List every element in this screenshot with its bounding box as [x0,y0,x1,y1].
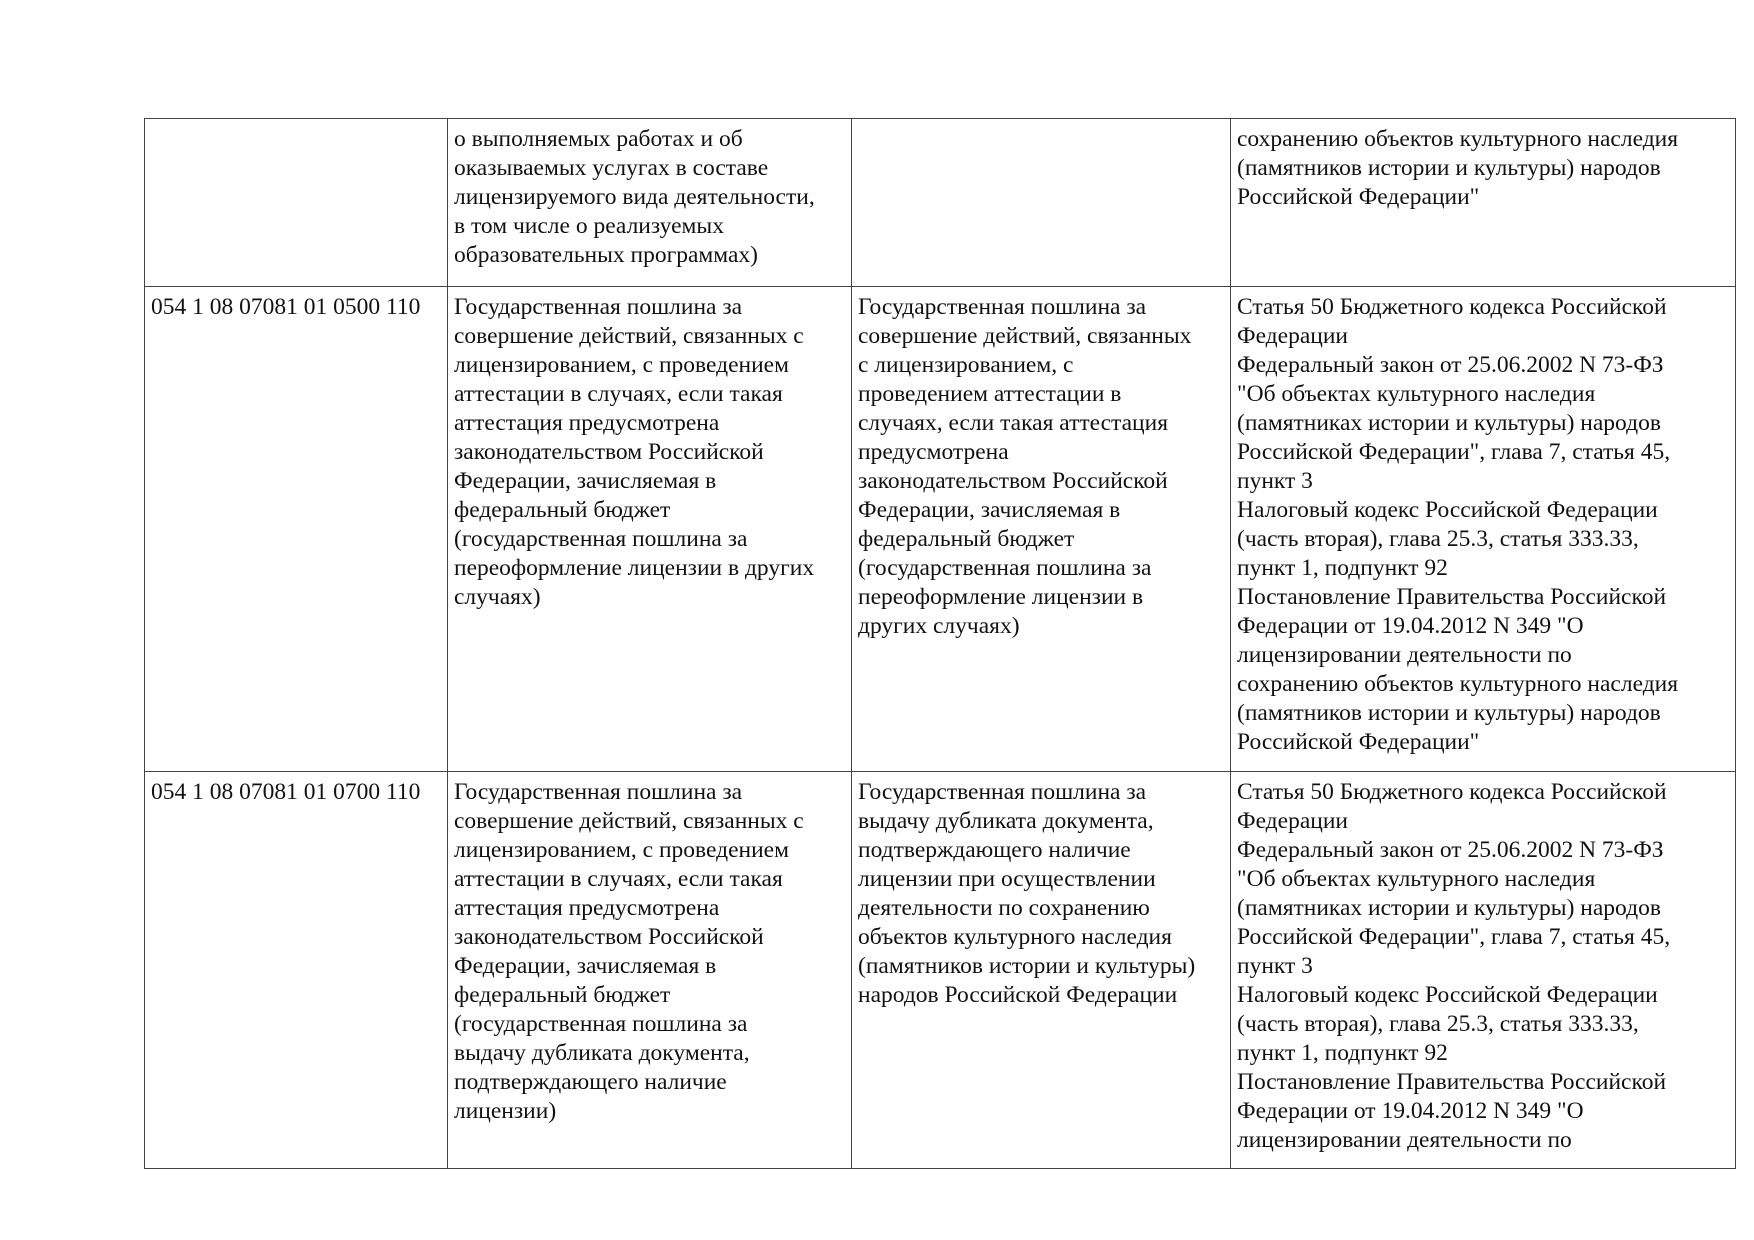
basis-text-line: лицензировании деятельности по [1237,642,1572,668]
table-row [145,287,1736,772]
name-text-line: Государственная пошлина за [454,294,743,320]
table-row [145,119,1736,287]
basis-text-line: пункт 3 [1237,468,1313,494]
name-text-line: совершение действий, связанных с [454,323,804,349]
basis-text-line: пункт 1, подпункт 92 [1237,1040,1448,1066]
cell-basis [1231,287,1736,772]
description-text-line: народов Российской Федерации [858,982,1178,1008]
basis-text-line: Федерации [1237,323,1348,349]
description-text-line: федеральный бюджет [858,526,1075,552]
description-text-line: подтверждающего наличие [858,837,1131,863]
basis-text-line: Российской Федерации", глава 7, статья 45, [1237,924,1671,950]
description-text-line: случаях, если такая аттестация [858,410,1169,436]
basis-text-line: (памятниках истории и культуры) народов [1237,895,1661,921]
cell-code [145,772,448,1169]
name-text-line: Государственная пошлина за [454,779,743,805]
name-text-line: (государственная пошлина за [454,1011,748,1037]
basis-text-line: "Об объектах культурного наследия [1237,381,1596,407]
cell-name [448,119,852,287]
cell-description [852,287,1231,772]
code-text-line: 054 1 08 07081 01 0700 110 [151,779,421,805]
name-text-line: случаях) [454,584,541,610]
basis-text-line: (памятников истории и культуры) народов [1237,155,1661,181]
description-text-line: предусмотрена [858,439,1009,465]
basis-text-line: сохранению объектов культурного наследия [1237,671,1679,697]
basis-text-line: "Об объектах культурного наследия [1237,866,1596,892]
basis-text-line: Статья 50 Бюджетного кодекса Российской [1237,294,1667,320]
name-text-line: оказываемых услугах в составе [454,155,769,181]
basis-text-line: Российской Федерации" [1237,729,1480,755]
description-text-line: Федерации, зачисляемая в [858,497,1121,523]
description-text-line: проведением аттестации в [858,381,1122,407]
cell-description [852,119,1231,287]
basis-text-line: Налоговый кодекс Российской Федерации [1237,497,1658,523]
description-text-line: объектов культурного наследия [858,924,1172,950]
name-text-line: Федерации, зачисляемая в [454,468,717,494]
code-text-line: 054 1 08 07081 01 0500 110 [151,294,421,320]
description-text-line: законодательством Российской [858,468,1168,494]
description-text-line: переоформление лицензии в [858,584,1144,610]
description-text-line: лицензии при осуществлении [858,866,1156,892]
description-text-line: с лицензированием, с [858,352,1074,378]
cell-description [852,772,1231,1169]
name-text-line: аттестации в случаях, если такая [454,866,783,892]
basis-text-line: пункт 1, подпункт 92 [1237,555,1448,581]
name-text-line: (государственная пошлина за [454,526,748,552]
name-text-line: федеральный бюджет [454,497,671,523]
name-text-line: федеральный бюджет [454,982,671,1008]
name-text-line: в том числе о реализуемых [454,213,724,239]
description-text-line: Государственная пошлина за [858,294,1147,320]
name-text-line: лицензии) [454,1098,557,1124]
name-text-line: образовательных программах) [454,242,759,268]
basis-text-line: Налоговый кодекс Российской Федерации [1237,982,1658,1008]
basis-text-line: Постановление Правительства Российской [1237,584,1667,610]
basis-text-line: пункт 3 [1237,953,1313,979]
name-text-line: законодательством Российской [454,439,764,465]
basis-text-line: (часть вторая), глава 25.3, статья 333.33, [1237,1011,1639,1037]
basis-text-line: (памятниках истории и культуры) народов [1237,410,1661,436]
basis-text-line: Федеральный закон от 25.06.2002 N 73-ФЗ [1237,837,1664,863]
description-text-line: Государственная пошлина за [858,779,1147,805]
name-text-line: аттестация предусмотрена [454,895,720,921]
description-text-line: деятельности по сохранению [858,895,1150,921]
basis-text-line: сохранению объектов культурного наследия [1237,126,1679,152]
basis-text-line: Федерации от 19.04.2012 N 349 "О [1237,613,1584,639]
name-text-line: переоформление лицензии в других [454,555,815,581]
basis-text-line: Федерации от 19.04.2012 N 349 "О [1237,1098,1584,1124]
name-text-line: лицензированием, с проведением [454,837,789,863]
name-text-line: Федерации, зачисляемая в [454,953,717,979]
cell-name [448,772,852,1169]
description-text-line: (памятников истории и культуры) [858,953,1196,979]
basis-text-line: Федерации [1237,808,1348,834]
basis-text-line: Российской Федерации", глава 7, статья 45, [1237,439,1671,465]
name-text-line: выдачу дубликата документа, [454,1040,750,1066]
basis-text-line: лицензировании деятельности по [1237,1127,1572,1153]
name-text-line: аттестация предусмотрена [454,410,720,436]
basis-text-line: Статья 50 Бюджетного кодекса Российской [1237,779,1667,805]
cell-basis [1231,119,1736,287]
description-text-line: выдачу дубликата документа, [858,808,1154,834]
description-text-line: других случаях) [858,613,1020,639]
basis-text-line: (памятников истории и культуры) народов [1237,700,1661,726]
basis-text-line: Российской Федерации" [1237,184,1480,210]
cell-name [448,287,852,772]
budget-codes-table [144,118,1736,1169]
table-body [145,119,1736,1169]
basis-text-line: (часть вторая), глава 25.3, статья 333.33, [1237,526,1639,552]
name-text-line: о выполняемых работах и об [454,126,743,152]
cell-code [145,287,448,772]
basis-text-line: Федеральный закон от 25.06.2002 N 73-ФЗ [1237,352,1664,378]
name-text-line: аттестации в случаях, если такая [454,381,783,407]
description-text-line: совершение действий, связанных [858,323,1192,349]
name-text-line: законодательством Российской [454,924,764,950]
cell-basis [1231,772,1736,1169]
name-text-line: лицензированием, с проведением [454,352,789,378]
description-text-line: (государственная пошлина за [858,555,1152,581]
name-text-line: подтверждающего наличие [454,1069,727,1095]
basis-text-line: Постановление Правительства Российской [1237,1069,1667,1095]
table-row [145,772,1736,1169]
name-text-line: лицензируемого вида деятельности, [454,184,815,210]
cell-code [145,119,448,287]
name-text-line: совершение действий, связанных с [454,808,804,834]
